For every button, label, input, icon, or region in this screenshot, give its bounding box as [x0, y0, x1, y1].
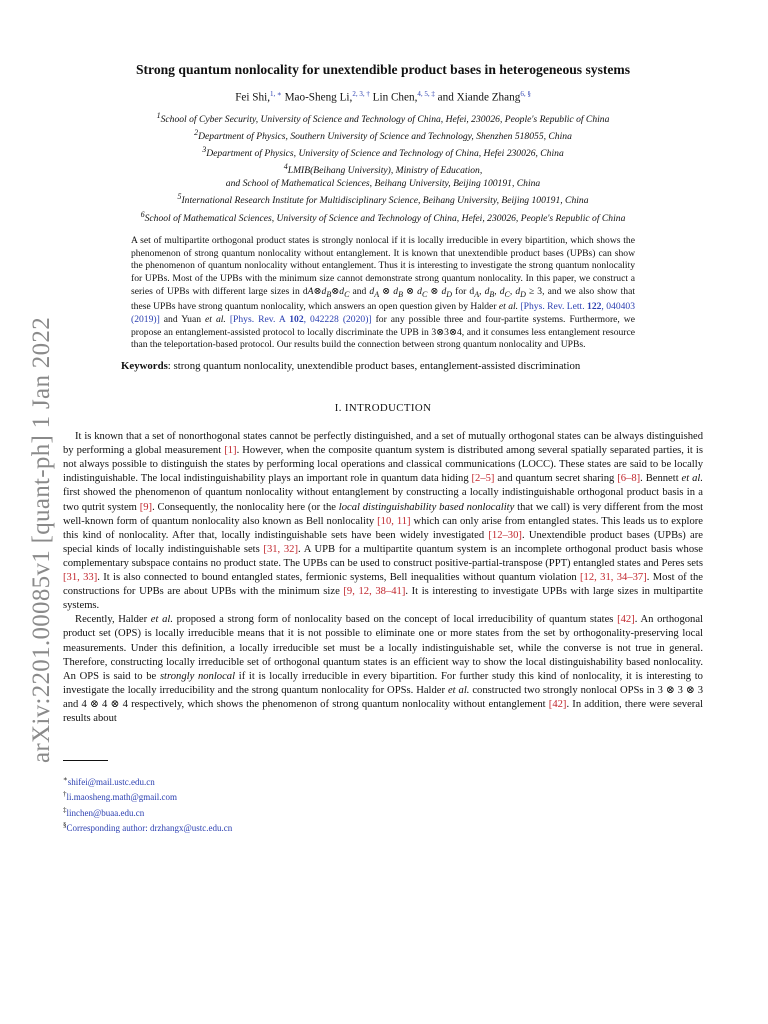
- citation-link[interactable]: [1]: [224, 445, 237, 457]
- affiliations: [63, 109, 703, 225]
- affiliation-line: $^6$School of Mathematical Sciences, University of Science and Technology of China, Hefei, 230026, People's Republic of China: [140, 209, 626, 224]
- email-link[interactable]: shifei@mail.ustc.edu.cn: [67, 777, 155, 788]
- footnote: ∗shifei@mail.ustc.edu.cn: [63, 775, 155, 788]
- affiliation-line: $^5$International Research Institute for Multidisciplinary Science, Beihang University, Beijing 100191, China: [177, 192, 589, 207]
- keywords: Keywords: strong quantum nonlocality, unextendible product bases, entanglement-assisted discrimination: [121, 360, 581, 373]
- arxiv-sidebar-stamp: [20, 180, 64, 900]
- footnotes: [63, 773, 703, 835]
- paper-page: [63, 62, 703, 835]
- abstract: A set of multipartite orthogonal product states is strongly nonlocal if it is locally irreducible in every bipartition, which shows the phenomenon of strong quantum nonlocality without entanglement. It is known that unextendible product bases (UPBs) can show the phenomenon of quantum nonlocality without entanglement. Thus it is interesting to investigate the strong quantum nonlocality for UPBs. Most of the UPBs with the minimum size cannot demonstrate strong quantum nonlocality. In this paper, we construct a series of UPBs with different large sizes in $dA\otimes d_B\otimes d_C$ and $d_A$ ⊗ $d_B$ ⊗ $d_C$ ⊗ $d_D$ for $d_A$, $d_B$, $d_C$, $d_D \ge 3$, and we also show that these UPBs have strong quantum nonlocality, which answers an open question given by Halder et al. [Phys. Rev. Lett. 122, 040403 (2019)] and Yuan et al. [Phys. Rev. A 102, 042228 (2020)] for any possible three and four-partite systems. Furthermore, we propose an entanglement-assisted protocol to locally discriminate the UPB in 3⊗3⊗4, and it consumes less entanglement resource than the teleportation-based protocol. Our results build the connection between strong quantum nonlocality and UPBs.: [131, 234, 636, 351]
- affiliation-line: $^3$Department of Physics, University of Science and Technology of China, Hefei 230026, China: [202, 145, 564, 160]
- citation-link[interactable]: [2–5]: [471, 473, 495, 485]
- author-marks[interactable]: 2, 3, †: [352, 90, 370, 98]
- email-link[interactable]: linchen@buaa.edu.cn: [66, 807, 145, 818]
- email-link[interactable]: li.maosheng.math@gmail.com: [66, 792, 178, 803]
- affiliation-line: $^2$Department of Physics, Southern University of Science and Technology, Shenzhen 518055, China: [194, 127, 572, 143]
- intro-paragraph: Recently, Halder et al. proposed a strong form of nonlocality based on the concept of local irreducibility of quantum states [42]. An orthogonal product set (OPS) is locally irreducible means that it is not possible to eliminate one or more states from the set by orthogonality-preserving local measurements. Under this definition, a locally irreducible set must be a locally indistinguishable set, while the converse is not true in general. Therefore, constructing locally irreducible set of orthogonal quantum states is an efficient way to show the local distinguishability based nonlocality. An OPS is said to be strongly nonlocal if it is locally irreducible in every bipartition. For further study this kind of nonlocality, it is interesting to investigate the locally irreducibility and the strong quantum nonlocality for OPSs. Halder et al. constructed two strongly nonlocal OPSs in 3 ⊗ 3 ⊗ 3 and 4 ⊗ 4 ⊗ 4 respectively, which shows the phenomenon of strong quantum nonlocality without entanglement [42]. In addition, there were several results about: [63, 614, 704, 724]
- author-list: [63, 90, 703, 104]
- affiliation-line: and School of Mathematical Sciences, Beihang University, Beijing 100191, China: [225, 178, 541, 190]
- author-name: Fei Shi,: [235, 91, 271, 104]
- affiliation-line: $^4$LMIB(Beihang University), Ministry of Education,: [283, 162, 483, 177]
- keywords-label: Keywords: [121, 360, 168, 373]
- citation-link[interactable]: [12–30]: [488, 529, 522, 541]
- author-marks[interactable]: 6, §: [520, 90, 531, 98]
- citation-link[interactable]: [31, 33]: [63, 572, 98, 584]
- author-name: and Xiande Zhang: [437, 91, 521, 104]
- author-name: Mao-Sheng Li,: [284, 91, 353, 104]
- intro-paragraph: It is known that a set of nonorthogonal states cannot be perfectly distinguished, and a set of mutually orthogonal states can be always distinguished by performing a global measurement [1]. However, when the composite quantum system is distributed among several spatially separated parties, it is not always possible to distinguish the states by performing local operations and classical communications (LOCC). These states are said to be locally indistinguishable. The local indistinguishability plays an important role in quantum data hiding [2–5] and quantum secret sharing [6–8]. Bennett et al. first showed the phenomenon of quantum nonlocality without entanglement by constructing a locally indistinguishable orthogonal product basis in a two qutrit system [9]. Consequently, the nonlocality here (or the local distinguishability based nonlocality that we call) is very different from the most well-known form of quantum nonlocality also known as Bell nonlocality [10, 11] which can only arise from entangled states. This leads us to explore this kind of nonlocality. After that, locally indistinguishable sets have been widely investigated [12–30]. Unextendible product bases (UPBs) are special kinds of locally indistinguishable sets [31, 32]. A UPB for a multipartite quantum system is an incomplete orthogonal product basis whose complementary subspace contains no product state. The UPBs can be used to construct positive-partial-transpose (PPT) entangled states and Peres sets [31, 33]. It is also connected to bound entangled states, fermionic systems, Bell inequalities without quantum violation [12, 31, 34–37]. Most of the constructions for UPBs are about UPBs with the minimum size [9, 12, 38–41]. It is interesting to investigate UPBs with large sizes in multipartite systems.: [63, 431, 704, 612]
- citation-link[interactable]: [Phys. Rev. A 102, 042228 (2020)]: [229, 313, 372, 325]
- author-name: Lin Chen,: [372, 91, 418, 104]
- paper-title: Strong quantum nonlocality for unextendible product bases in heterogeneous systems: [135, 62, 631, 77]
- citation-link[interactable]: [6–8]: [617, 473, 641, 485]
- footnote: †li.maosheng.math@gmail.com: [63, 790, 178, 803]
- author-marks[interactable]: 1, ∗: [270, 90, 282, 98]
- citation-link[interactable]: [31, 32]: [263, 543, 298, 555]
- section-heading: I. INTRODUCTION: [334, 402, 432, 415]
- footnote: §Corresponding author: drzhangx@ustc.edu.cn: [63, 821, 233, 834]
- citation-link[interactable]: [Phys. Rev. Lett. 122, 040403 (2019)]: [131, 301, 636, 325]
- citation-link[interactable]: [12, 31, 34–37]: [580, 572, 647, 584]
- author-marks[interactable]: 4, 5, ‡: [417, 90, 435, 98]
- affiliation-line: $^1$School of Cyber Security, University of Science and Technology of China, Hefei, 230026, People's Republic of China: [156, 110, 610, 125]
- email-link[interactable]: Corresponding author: drzhangx@ustc.edu.cn: [66, 823, 233, 834]
- footnote: ‡linchen@buaa.edu.cn: [63, 805, 145, 818]
- citation-link[interactable]: [9]: [139, 501, 153, 513]
- footnote-rule: [63, 760, 108, 761]
- citation-link[interactable]: [10, 11]: [377, 515, 411, 527]
- citation-link[interactable]: [42]: [617, 614, 635, 626]
- citation-link[interactable]: [42]: [548, 698, 567, 710]
- citation-link[interactable]: [9, 12, 38–41]: [343, 586, 406, 598]
- arxiv-identifier: arXiv:2201.00085v1 [quant-ph] 1 Jan 2022: [28, 317, 55, 763]
